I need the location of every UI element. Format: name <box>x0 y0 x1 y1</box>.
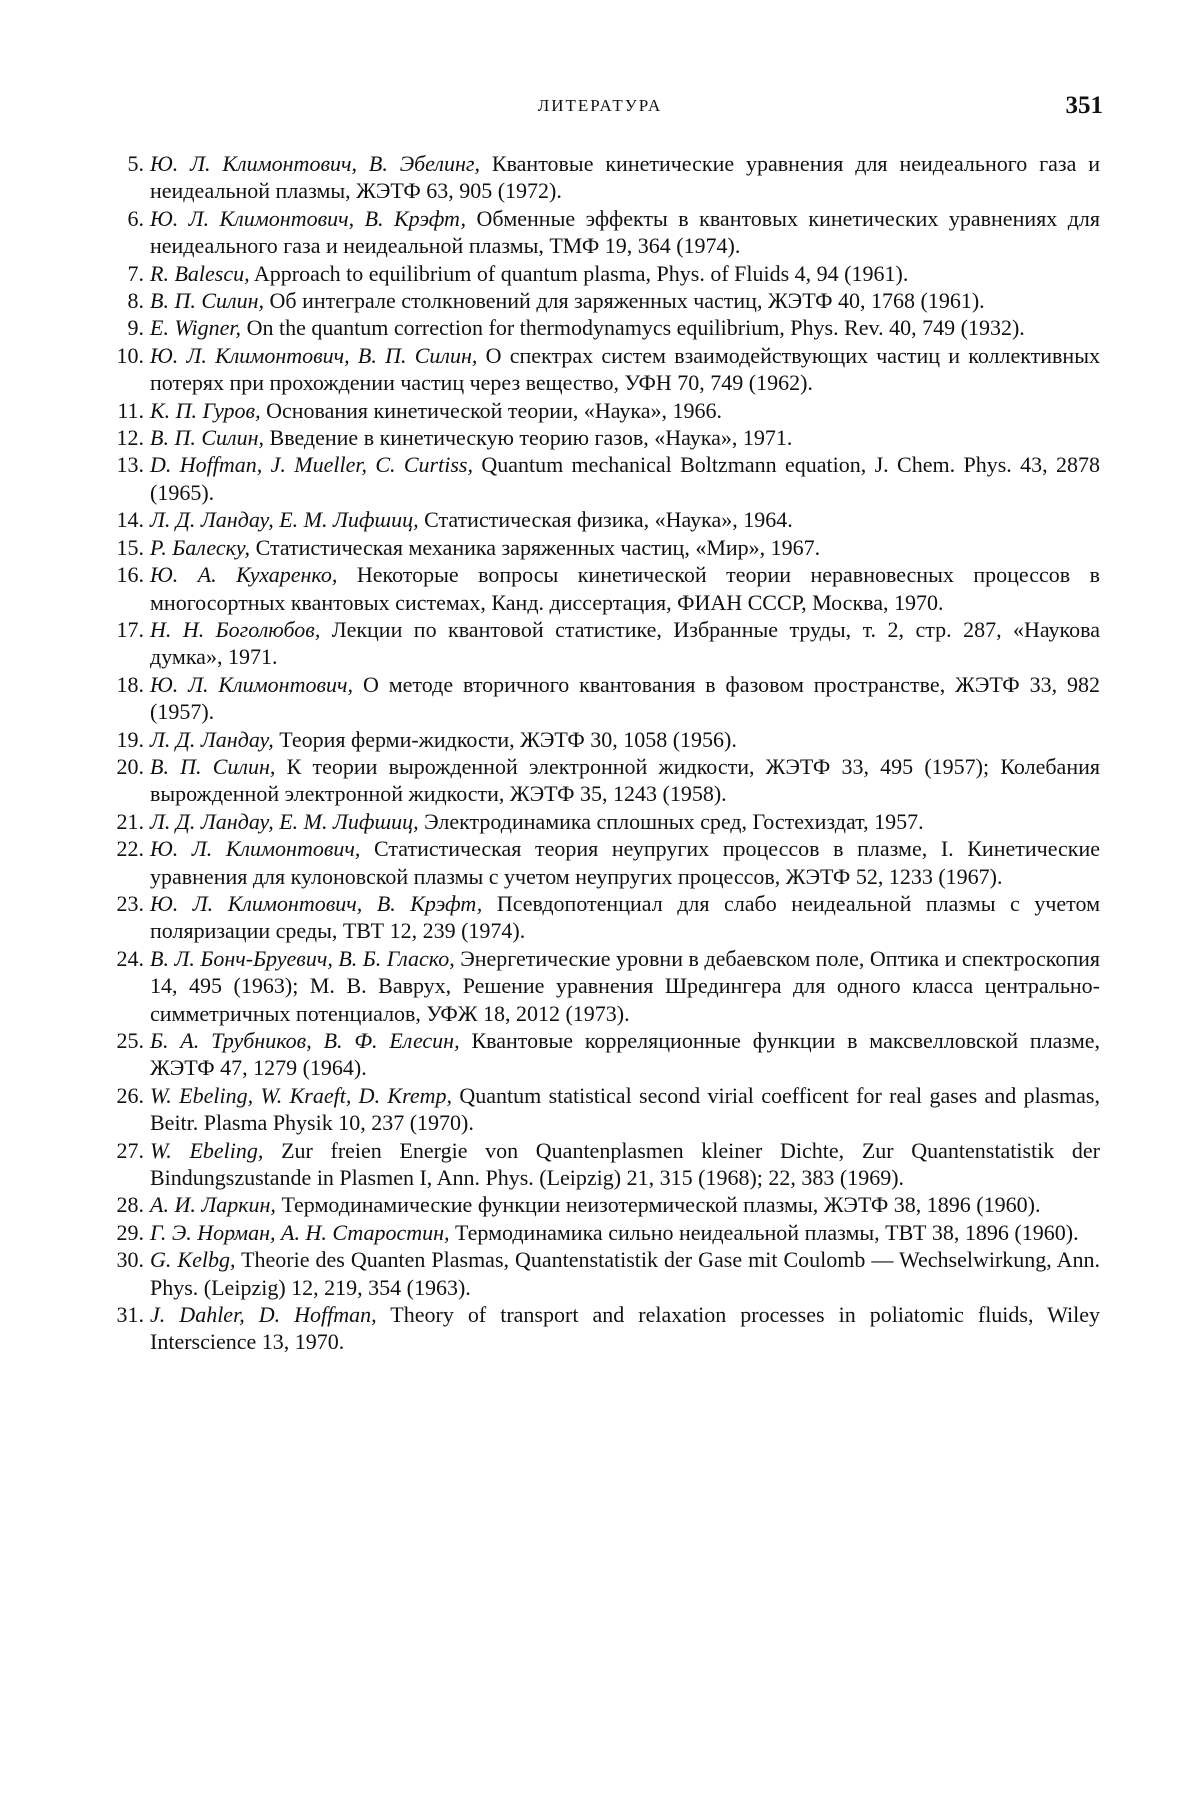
reference-item <box>116 1027 1101 1082</box>
reference-number: 12. <box>116 425 144 451</box>
reference-number: 9. <box>127 315 144 341</box>
reference-authors: Л. Д. Ландау, Е. М. Лифшиц, <box>150 507 419 533</box>
reference-authors: E. Wigner, <box>150 315 242 341</box>
reference-item <box>116 506 1100 533</box>
reference-text: Энергетические уровни в дебаевском поле, Оптика и спектроскопия 14, 495 (1963); М. В. Ваврух, Решение уравнения Шредингера для одного класса центрально-симметричных потенциалов, УФЖ 18, 2012 (1973). <box>150 945 1100 1026</box>
reference-item <box>116 671 1100 726</box>
reference-item <box>116 616 1100 671</box>
reference-item <box>116 451 1100 506</box>
reference-item <box>116 726 1100 753</box>
reference-number: 25. <box>116 1028 144 1053</box>
reference-text: Обменные эффекты в квантовых кинетических уравнениях для неидеального газа и неидеальной плазмы, ТМФ 19, 364 (1974). <box>150 205 1100 259</box>
reference-authors: Н. Н. Боголюбов, <box>150 616 321 642</box>
reference-authors: W. Ebeling, W. Kraeft, D. Kremp, <box>150 1082 452 1108</box>
reference-text: On the quantum correction for thermodynamycs equilibrium, Phys. Rev. 40, 749 (1932). <box>241 315 1025 341</box>
reference-number: 19. <box>116 726 144 752</box>
reference-item <box>116 1082 1100 1137</box>
reference-item <box>116 753 1100 808</box>
reference-item <box>116 945 1100 1027</box>
reference-authors: Б. А. Трубников, В. Ф. Елесин, <box>150 1028 460 1053</box>
reference-number: 8. <box>127 288 144 314</box>
reference-text: Некоторые вопросы кинетической теории неравновесных процессов в многосортных квантовых системах, Канд. диссертация, ФИАН СССР, Москва, 1970. <box>150 562 1100 615</box>
reference-authors: А. И. Ларкин, <box>150 1192 276 1218</box>
reference-list <box>116 150 1101 1356</box>
reference-number: 14. <box>116 507 144 533</box>
reference-text: Theorie des Quanten Plasmas, Quantenstatistik der Gase mit Coulomb — Wechselwirkung, Ann. Phys. (Leipzig) 12, 219, 354 (1963). <box>150 1247 1100 1300</box>
reference-number: 21. <box>116 808 144 834</box>
reference-authors: W. Ebeling, <box>150 1137 264 1163</box>
reference-item <box>116 808 1100 835</box>
reference-number: 16. <box>116 562 144 588</box>
reference-text: Статистическая физика, «Наука», 1964. <box>418 507 793 533</box>
reference-item <box>116 1137 1101 1192</box>
reference-item <box>127 260 1100 287</box>
reference-text: Approach to equilibrium of quantum plasma, Phys. of Fluids 4, 94 (1961). <box>249 260 909 286</box>
reference-text: Теория ферми-жидкости, ЖЭТФ 30, 1058 (1956). <box>273 726 737 752</box>
reference-number: 7. <box>127 260 144 286</box>
reference-item <box>127 150 1100 205</box>
reference-text: Лекции по квантовой статистике, Избранные труды, т. 2, стр. 287, «Наукова думка», 1971. <box>150 616 1100 670</box>
reference-text: Quantum statistical second virial coefficent for real gases and plasmas, Beitr. Plasma Physik 10, 237 (1970). <box>150 1082 1100 1136</box>
reference-number: 15. <box>116 534 144 560</box>
reference-text: Theory of transport and relaxation processes in poliatomic fluids, Wiley Interscience 13, 1970. <box>150 1302 1100 1355</box>
reference-item <box>116 835 1100 890</box>
reference-text: Термодинамика сильно неидеальной плазмы, ТВТ 38, 1896 (1960). <box>449 1219 1079 1245</box>
page-header <box>0 92 1200 122</box>
reference-authors: Ю. Л. Климонтович, В. Крэфт, <box>150 890 483 916</box>
reference-text: Zur freien Energie von Quantenplasmen kleiner Dichte, Zur Quantenstatistik der Bindungszustande in Plasmen I, Ann. Phys. (Leipzig) 21, 315 (1968); 22, 383 (1969). <box>150 1137 1101 1191</box>
reference-item <box>116 1301 1100 1356</box>
reference-text: Статистическая механика заряженных частиц, «Мир», 1967. <box>250 534 821 560</box>
reference-number: 30. <box>116 1247 144 1273</box>
reference-authors: Ю. А. Кухаренко, <box>150 562 338 588</box>
reference-text: К теории вырожденной электронной жидкости, ЖЭТФ 33, 495 (1957); Колебания вырожденной электронной жидкости, ЖЭТФ 35, 1243 (1958). <box>150 753 1100 807</box>
reference-authors: Л. Д. Ландау, <box>150 726 274 752</box>
reference-number: 23. <box>116 890 144 916</box>
reference-text: Статистическая теория неупругих процессов в плазме, I. Кинетические уравнения для кулоновской плазмы с учетом неупругих процессов, ЖЭТФ 52, 1233 (1967). <box>150 836 1100 889</box>
reference-number: 13. <box>116 452 144 478</box>
reference-item <box>116 890 1100 945</box>
reference-authors: R. Balescu, <box>150 260 250 286</box>
reference-authors: В. П. Силин, <box>150 753 276 779</box>
reference-authors: Г. Э. Норман, А. Н. Старостин, <box>150 1219 450 1245</box>
reference-authors: В. Л. Бонч-Бруевич, В. Б. Гласко, <box>150 945 455 971</box>
reference-number: 11. <box>117 397 144 423</box>
reference-number: 17. <box>116 616 144 642</box>
reference-text: Введение в кинетическую теорию газов, «Наука», 1971. <box>264 425 793 451</box>
reference-item <box>127 205 1100 260</box>
reference-text: Псевдопотенциал для слабо неидеальной плазмы с учетом поляризации среды, ТВТ 12, 239 (1974). <box>150 890 1100 944</box>
reference-text: О спектрах систем взаимодействующих частиц и коллективных потерях при прохождении частиц через вещество, УФН 70, 749 (1962). <box>150 342 1100 396</box>
reference-item <box>127 314 1100 341</box>
reference-number: 27. <box>116 1137 144 1163</box>
reference-authors: Ю. Л. Климонтович, <box>150 836 361 862</box>
reference-text: О методе вторичного квантования в фазовом пространстве, ЖЭТФ 33, 982 (1957). <box>150 671 1100 725</box>
reference-number: 31. <box>116 1302 144 1328</box>
running-title: ЛИТЕРАТУРА <box>537 96 663 115</box>
reference-authors: D. Hoffman, J. Mueller, C. Curtiss, <box>150 452 473 478</box>
reference-authors: В. П. Силин, <box>150 288 265 314</box>
reference-authors: К. П. Гуров, <box>150 397 261 423</box>
reference-text: Об интеграле столкновений для заряженных частиц, ЖЭТФ 40, 1768 (1961). <box>264 288 985 314</box>
reference-number: 5. <box>127 151 144 176</box>
reference-item <box>116 424 1100 451</box>
reference-authors: Ю. Л. Климонтович, <box>150 671 354 697</box>
reference-number: 22. <box>116 836 144 862</box>
reference-item <box>116 1219 1100 1246</box>
reference-authors: J. Dahler, D. Hoffman, <box>150 1302 377 1328</box>
reference-item <box>117 397 1100 424</box>
reference-number: 29. <box>116 1219 144 1245</box>
reference-text: Квантовые корреляционные функции в максвелловской плазме, ЖЭТФ 47, 1279 (1964). <box>150 1028 1101 1081</box>
reference-text: Квантовые кинетические уравнения для неидеального газа и неидеальной плазмы, ЖЭТФ 63, 905 (1972). <box>150 151 1100 204</box>
reference-item <box>116 342 1100 397</box>
reference-number: 26. <box>116 1082 144 1108</box>
reference-item <box>116 561 1100 616</box>
reference-item <box>116 534 1100 561</box>
reference-text: Quantum mechanical Boltzmann equation, J. Chem. Phys. 43, 2878 (1965). <box>150 452 1100 505</box>
reference-authors: Ю. Л. Климонтович, В. Крэфт, <box>150 205 466 231</box>
reference-number: 20. <box>116 753 144 779</box>
reference-item <box>127 287 1100 314</box>
reference-item <box>116 1246 1100 1301</box>
reference-item <box>116 1191 1100 1218</box>
reference-number: 24. <box>116 945 144 971</box>
reference-text: Основания кинетической теории, «Наука», 1966. <box>260 397 723 423</box>
reference-authors: В. П. Силин, <box>150 425 265 451</box>
reference-number: 6. <box>127 205 144 231</box>
reference-authors: Ю. Л. Климонтович, В. П. Силин, <box>150 342 478 368</box>
reference-authors: Ю. Л. Климонтович, В. Эбелинг, <box>150 151 480 176</box>
reference-number: 18. <box>116 671 144 697</box>
reference-authors: Р. Балеску, <box>150 534 251 560</box>
reference-authors: Л. Д. Ландау, Е. М. Лифшиц, <box>150 808 419 834</box>
page-number: 351 <box>1065 92 1103 119</box>
reference-text: Термодинамические функции неизотермической плазмы, ЖЭТФ 38, 1896 (1960). <box>275 1192 1041 1218</box>
reference-authors: G. Kelbg, <box>150 1247 236 1273</box>
reference-text: Электродинамика сплошных сред, Гостехиздат, 1957. <box>418 808 924 834</box>
reference-number: 28. <box>116 1192 144 1218</box>
reference-number: 10. <box>116 342 144 368</box>
